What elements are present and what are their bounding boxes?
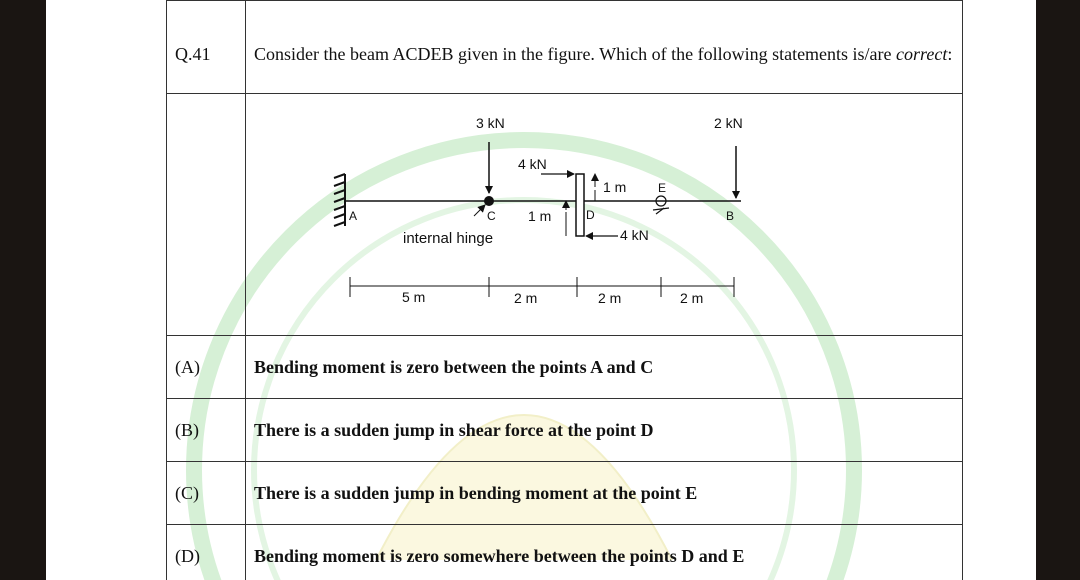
internal-hinge bbox=[484, 196, 494, 206]
load-4kn-top-label: 4 kN bbox=[518, 156, 547, 172]
option-b-label: (B) bbox=[167, 399, 246, 462]
lever-arm bbox=[576, 174, 584, 236]
dim-2m-label-3: 2 m bbox=[680, 290, 704, 306]
point-a-label: A bbox=[349, 209, 358, 223]
document-page bbox=[46, 0, 1036, 580]
option-a-text: Bending moment is zero between the points A and C bbox=[246, 336, 963, 399]
question-number: Q.41 bbox=[167, 1, 246, 94]
option-c-label: (C) bbox=[167, 462, 246, 525]
beam-figure bbox=[246, 94, 971, 330]
dim-2m-label-2: 2 m bbox=[598, 290, 622, 306]
point-d-label: D bbox=[586, 208, 595, 222]
fixed-support bbox=[334, 174, 345, 226]
option-c-text: There is a sudden jump in bending moment at the point E bbox=[246, 462, 963, 525]
question-text: Consider the beam ACDEB given in the figure. Which of the following statements is/are correct: bbox=[246, 1, 963, 94]
lever-1m-right-label: 1 m bbox=[603, 179, 627, 195]
option-d-text: Bending moment is zero somewhere between the points D and E bbox=[246, 525, 963, 580]
point-b-label: B bbox=[726, 209, 735, 223]
option-d-label: (D) bbox=[167, 525, 246, 580]
load-3kn-label: 3 kN bbox=[476, 115, 505, 131]
lever-1m-left-label: 1 m bbox=[528, 208, 552, 224]
point-e-label: E bbox=[658, 181, 667, 195]
dim-5m-label: 5 m bbox=[402, 289, 426, 305]
option-b-text: There is a sudden jump in shear force at the point D bbox=[246, 399, 963, 462]
hinge-label: internal hinge bbox=[403, 230, 494, 247]
load-4kn-bottom-label: 4 kN bbox=[620, 227, 649, 243]
beam-figure-cell bbox=[246, 94, 963, 336]
support-e bbox=[653, 196, 669, 214]
option-a-label: (A) bbox=[167, 336, 246, 399]
question-table bbox=[166, 0, 963, 580]
dim-2m-label-1: 2 m bbox=[514, 290, 538, 306]
point-c-label: C bbox=[487, 209, 496, 223]
load-2kn-label: 2 kN bbox=[714, 115, 743, 131]
